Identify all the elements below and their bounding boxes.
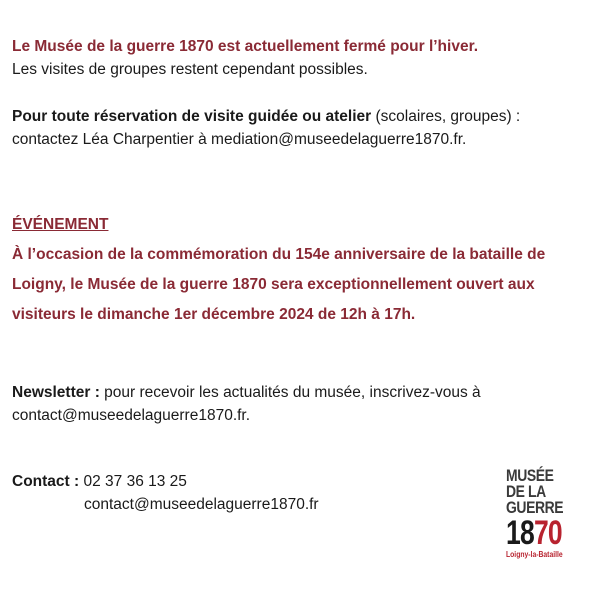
reservation-normal-text: (scolaires, groupes) : [371,108,521,125]
logo-line-2: DE LA [506,482,546,501]
event-heading: ÉVÉNEMENT [12,216,109,233]
event-section [12,210,588,330]
event-line-3: visiteurs le dimanche 1er décembre 2024 de 12h à 17h. [12,306,416,323]
groups-line: Les visites de groupes restent cependant possibles. [12,61,368,78]
reservation-bold-text: Pour toute réservation de visite guidée ou atelier [12,108,372,125]
museum-logo [506,468,572,574]
newsletter-text: pour recevoir les actualités du musée, inscrivez-vous à [99,384,481,401]
contact-email[interactable]: contact@museedelaguerre1870.fr [84,496,319,513]
logo-year-black: 18 [506,514,534,552]
logo-place: Loigny-la-Bataille [506,550,563,559]
reservation-contact-line: contactez Léa Charpentier à mediation@museedelaguerre1870.fr. [12,131,467,148]
logo-year-red: 70 [533,514,562,552]
newsletter-first-line [12,381,588,404]
logo-line-3: GUERRE [506,498,564,517]
closure-line: Le Musée de la guerre 1870 est actuellement fermé pour l’hiver. [12,38,479,55]
newsletter-email[interactable]: contact@museedelaguerre1870.fr. [12,407,251,424]
reservation-info [12,105,588,151]
closure-notice [12,35,588,81]
logo-line-1: MUSÉE [506,466,554,485]
contact-first-line [12,466,588,493]
reservation-first-line [12,105,588,128]
contact-section [12,466,588,516]
event-line-2: Loigny, le Musée de la guerre 1870 sera exceptionnellement ouvert aux [12,276,535,293]
newsletter-label: Newsletter : [12,384,100,401]
contact-label: Contact : [12,473,80,490]
newsletter-section [12,381,588,427]
contact-phone[interactable]: 02 37 36 13 25 [79,473,187,490]
logo-year [506,514,562,552]
event-line-1: À l’occasion de la commémoration du 154e anniversaire de la bataille de [12,246,546,263]
